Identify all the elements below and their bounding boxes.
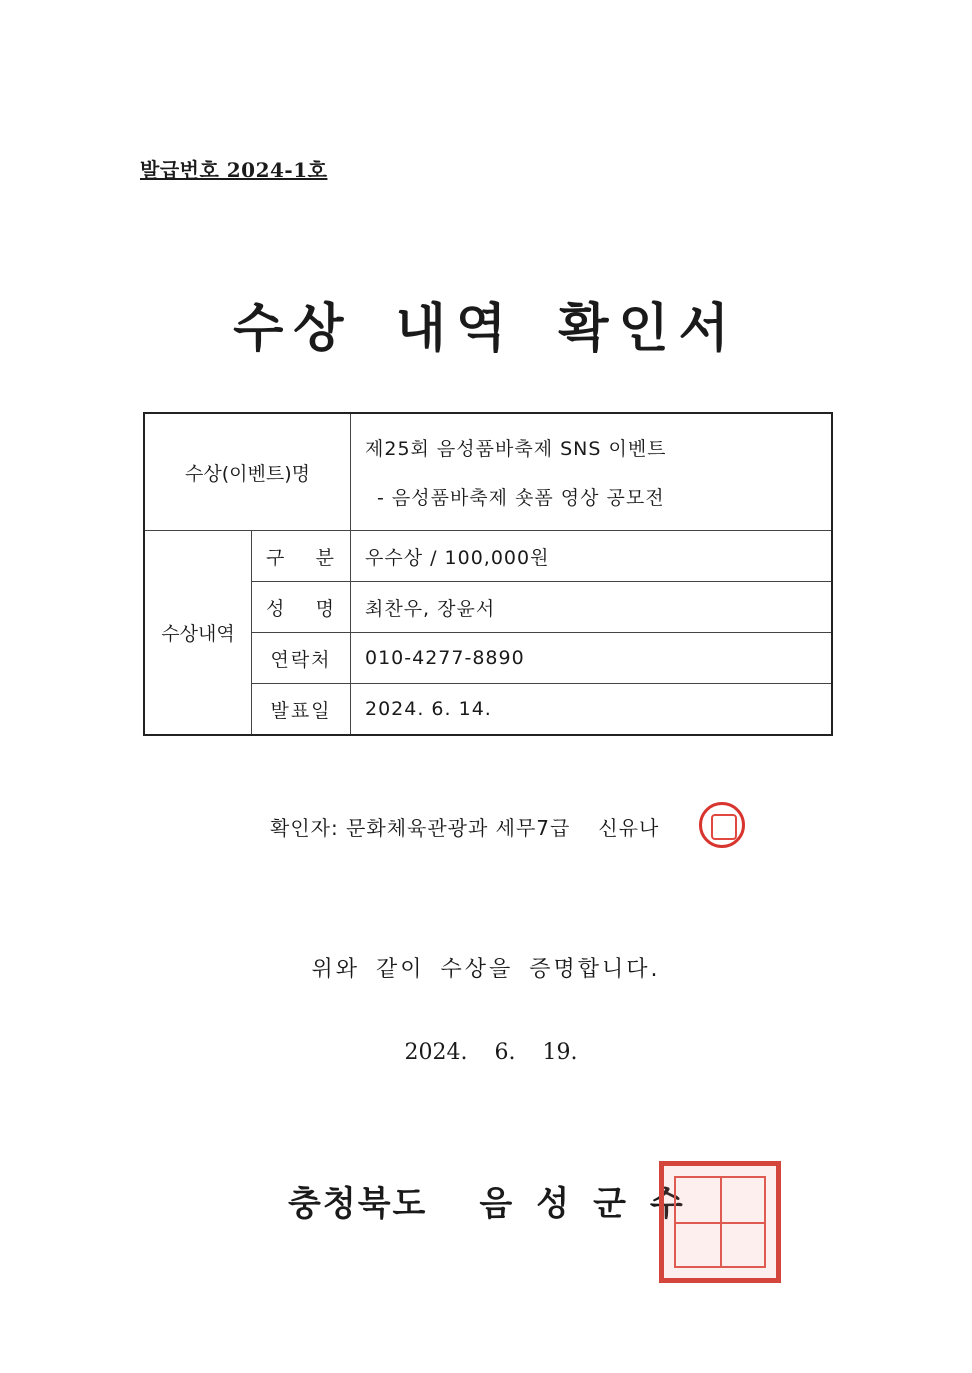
details-header-cell: 수상내역 <box>144 531 252 736</box>
name-value: 최찬우, 장윤서 <box>351 582 833 633</box>
contact-label: 연락처 <box>252 633 351 684</box>
category-label <box>252 531 351 582</box>
name-label-a: 성 <box>266 597 287 620</box>
announcement-date-value: 2024. 6. 14. <box>351 684 833 736</box>
official-seal-icon <box>659 1161 781 1283</box>
name-label-b: 명 <box>315 597 336 620</box>
seal-grid <box>674 1176 766 1268</box>
award-details-table <box>143 412 833 736</box>
issuer-line <box>288 1176 707 1225</box>
event-name-line2: - 음성품바축제 숏폼 영상 공모전 <box>377 487 665 509</box>
issue-number: 발급번호 2024-1호 <box>140 158 328 182</box>
announcement-date-label: 발표일 <box>252 684 351 736</box>
category-label-b: 분 <box>315 546 336 569</box>
event-name-cell <box>351 413 833 531</box>
name-label <box>252 582 351 633</box>
confirmer-seal-icon <box>699 802 745 848</box>
event-name-line1: 제25회 음성품바축제 SNS 이벤트 <box>365 438 667 460</box>
category-value: 우수상 / 100,000원 <box>351 531 833 582</box>
category-label-a: 구 <box>266 546 287 569</box>
contact-value: 010-4277-8890 <box>351 633 833 684</box>
category-row <box>144 531 832 582</box>
issuer-office: 음성군수 <box>479 1184 707 1224</box>
confirmer-line <box>270 812 659 841</box>
certification-statement: 위와 같이 수상을 증명합니다. <box>311 957 661 982</box>
issue-date: 2024. 6. 19. <box>404 1040 578 1065</box>
confirmer-name: 신유나 <box>598 816 660 840</box>
event-header-cell: 수상(이벤트)명 <box>144 413 351 531</box>
confirmer-label: 확인자: 문화체육관광과 세무7급 <box>270 816 571 840</box>
document-title: 수상 내역 확인서 <box>233 299 739 359</box>
event-row <box>144 413 832 531</box>
issuer-region: 충청북도 <box>288 1184 428 1224</box>
